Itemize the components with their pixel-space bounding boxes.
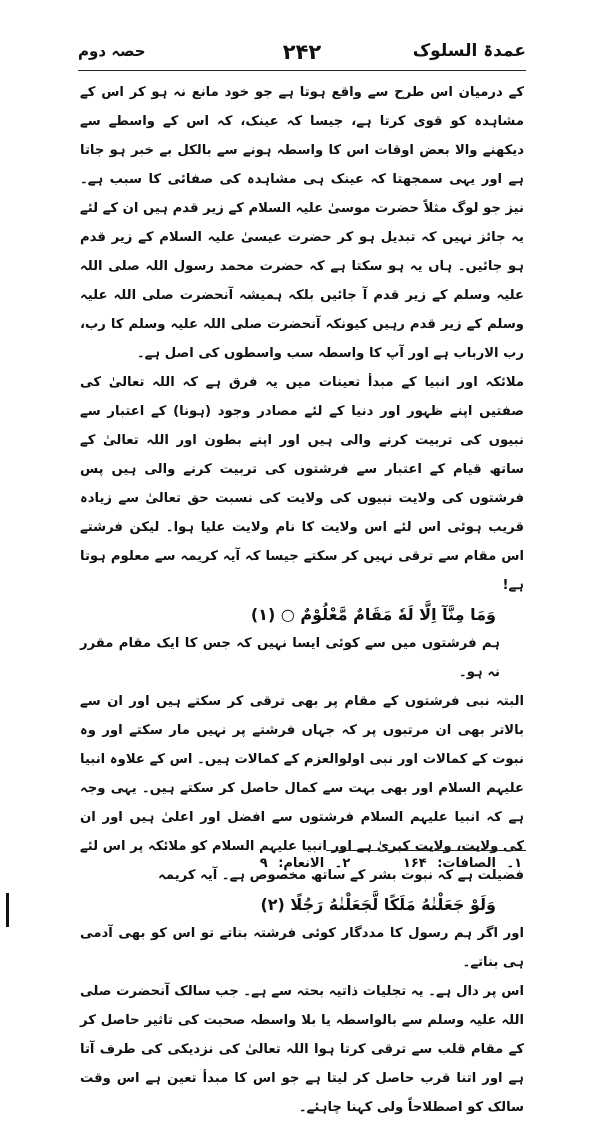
page-header (78, 38, 526, 68)
section-label: حصہ دوم (78, 42, 146, 60)
page-body (80, 78, 524, 1122)
footnotes (260, 856, 522, 871)
page-number: ۲۴۲ (282, 40, 322, 64)
footnote-2: ۲۔ الانعام: ۹ (259, 856, 351, 871)
quranic-verse-2: وَلَوْ جَعَلْنٰهُ مَلَكًا لَّجَعَلْنٰهُ رَجُلًا (۲) (260, 895, 496, 914)
footnote-divider (326, 850, 526, 851)
footnote-1: ۱۔ الصافات: ۱۶۴ (402, 856, 522, 871)
paragraph-4: اس پر دال ہے۔ یہ تجلیات ذاتیہ بحتہ سے ہے۔ جب سالک آنحضرت صلی اللہ علیہ وسلم سے بالواسطہ یا بلا واسطہ صحبت کی تاثیر حاصل کر کے مقام قلب سے ترقی کرتا ہوا اللہ تعالیٰ کی نزدیکی کی طرف آتا ہے اور اتنا قرب حاصل کر لیتا ہے جو اس کا مبدأ تعین ہے اس وقت سالک کو اصطلاحاً ولی کہنا چاہئے۔ (80, 984, 524, 1115)
quranic-verse-1: وَمَا مِنَّآ اِلَّا لَهٗ مَقَامٌ مَّعْلُوْمٌ ○ (۱) (250, 605, 496, 624)
header-divider (78, 70, 526, 71)
verse-translation-1: ہم فرشتوں میں سے کوئی ایسا نہیں کہ جس کا ایک مقام مقرر نہ ہو۔ (80, 636, 500, 680)
paragraph-2: ملائکہ اور انبیا کے مبدأ تعینات میں یہ فرق ہے کہ اللہ تعالیٰ کی صفتیں اپنے ظہور اور دنیا کے لئے مصادر وجود (ہونا) کے اعتبار سے نبیوں کی تربیت کرنے والی ہیں اور اپنے بطون اور اللہ تعالیٰ کے ساتھ قیام کے اعتبار سے فرشتوں کی تربیت کرنے والی ہیں پس فرشتوں کی ولایت نبیوں کی ولایت کی نسبت حق تعالیٰ سے زیادہ قریب ہوئی اس لئے اس ولایت کا نام ولایت علیا ہوا۔ لیکن فرشتے اس مقام سے ترقی نہیں کر سکتے جیسا کہ آیہ کریمہ سے معلوم ہوتا ہے! (80, 375, 524, 593)
paragraph-1: کے درمیان اس طرح سے واقع ہوتا ہے جو خود مانع نہ ہو کر اس کے مشاہدہ کو قوی کرتا ہے، جیسا کہ عینک، کہ اس کے واسطے سے دیکھنے والا بعض اوقات اس کا واسطہ ہونے سے بالکل بے خبر ہو جاتا ہے اور یہی سمجھتا کہ عینک ہی مشاہدہ کی صفائی کا سبب ہے۔ نیز جو لوگ مثلاً حضرت موسیٰ علیہ السلام کے زیر قدم ہیں ان کے لئے یہ جائز نہیں کہ تبدیل ہو کر حضرت عیسیٰ علیہ السلام کے زیر قدم ہو جائیں۔ ہاں یہ ہو سکتا ہے کہ حضرت محمد رسول اللہ صلی اللہ علیہ وسلم کے زیر قدم آ جائیں بلکہ ہمیشہ آنحضرت صلی اللہ علیہ وسلم کے زیر قدم رہیں کیونکہ آنحضرت صلی اللہ علیہ وسلم کا رب، رب الارباب ہے اور آپ کا واسطہ سب واسطوں کی اصل ہے۔ (80, 85, 524, 361)
verse-translation-2: اور اگر ہم رسول کا مددگار کوئی فرشتہ بناتے تو اس کو بھی آدمی ہی بناتے۔ (80, 926, 524, 970)
book-title: عمدۃ السلوک (412, 41, 526, 61)
paragraph-3: البتہ نبی فرشتوں کے مقام پر بھی ترقی کر سکتے ہیں اور ان سے بالاتر بھی ان مرتبوں پر کہ جہاں فرشتے پر نہیں مار سکتے اور وہ نبوت کے کمالات اور نبی اولوالعزم کے کمالات ہیں۔ اس کے علاوہ انبیا علیہم السلام اور بھی بہت سے کمال حاصل کر سکتے ہیں۔ یہی وجہ ہے کہ انبیا علیہم السلام فرشتوں سے افضل اور اعلیٰ ہیں اور ان کی ولایت، ولایت کبریٰ ہے اور انبیا علیہم السلام کو ملائکہ پر اس لئے فضیلت ہے کہ نبوت بشر کے ساتھ مخصوص ہے۔ آیہ کریمہ (80, 694, 524, 883)
scan-edge-mark (6, 893, 9, 927)
